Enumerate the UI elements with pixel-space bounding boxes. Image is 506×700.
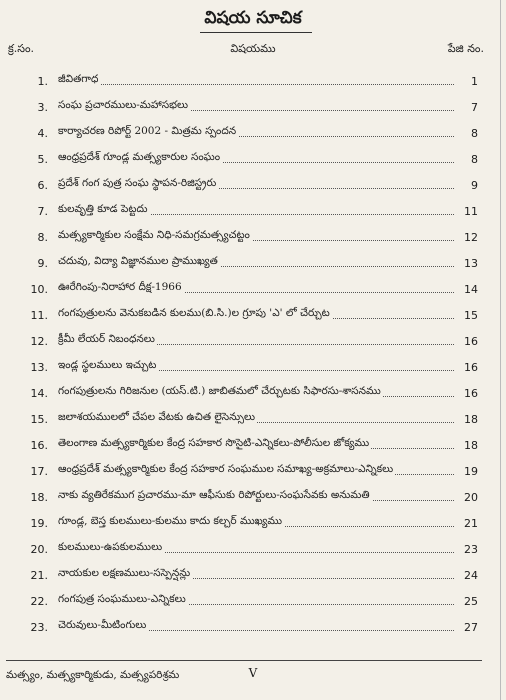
toc-entry-title: కులములు-ఉపకులములు — [58, 541, 164, 556]
toc-entry-title: నాయకుల లక్షణములు-సస్పెన్షన్లు — [58, 567, 192, 582]
toc-entry-page: 1 — [454, 75, 478, 88]
toc-entry-title: మత్స్యకార్మికుల సంక్షేమ నిధి-సమగ్రమత్స్యచట్టం — [58, 229, 252, 244]
dot-leader — [58, 84, 472, 85]
toc-entry-page: 19 — [454, 465, 478, 478]
toc-entry-page: 18 — [454, 439, 478, 452]
toc-entry-number: 22. — [30, 595, 48, 608]
toc-entry — [0, 378, 506, 402]
toc-entry-number: 12. — [30, 335, 48, 348]
toc-entry-page: 9 — [454, 179, 478, 192]
toc-entry-title: కార్యాచరణ రిపోర్ట్ 2002 - మిత్రమ స్పందన — [58, 125, 238, 140]
toc-entry — [0, 222, 506, 246]
toc-entry-page: 20 — [454, 491, 478, 504]
toc-entry-title: నాకు వ్యతిరేకముగ ప్రచారము-మా ఆఫీసుకు రిపోర్టులు-సంఘసేవకు అనుమతి — [58, 489, 372, 504]
column-header-number: క్ర.సం. — [8, 42, 35, 55]
toc-entry-title: కులవృత్తి కూడ పెట్టదు — [58, 203, 150, 218]
toc-entry-number: 14. — [30, 387, 48, 400]
toc-entry-number: 1. — [37, 75, 48, 88]
toc-entry-title: జీవితగాధ — [58, 73, 100, 88]
toc-entry-page: 8 — [454, 153, 478, 166]
toc-entry-number: 3. — [37, 101, 48, 114]
toc-entry-page: 15 — [454, 309, 478, 322]
toc-entry-title: సంఘ ప్రచారములు-మహాసభలు — [58, 99, 190, 114]
toc-entry — [0, 430, 506, 454]
toc-entry-title: గూండ్ల, బెస్త కులములు-కులము కాదు కల్చర్ ముఖ్యము — [58, 515, 284, 530]
toc-entry-number: 23. — [30, 621, 48, 634]
toc-entry-page: 16 — [454, 387, 478, 400]
toc-entry-page: 7 — [454, 101, 478, 114]
toc-entry-title: గంగపుత్ర సంఘములు-ఎన్నికలు — [58, 593, 188, 608]
toc-entry-page: 27 — [454, 621, 478, 634]
toc-entry-title: జలాశయములలో చేపల వేటకు ఉచిత లైసెన్సులు — [58, 411, 257, 426]
toc-entry-page: 21 — [454, 517, 478, 530]
toc-entry — [0, 586, 506, 610]
toc-entry — [0, 508, 506, 532]
toc-entry-page: 11 — [454, 205, 478, 218]
footer-text: మత్స్యం, మత్స్యకార్మికుడు, మత్స్యపరిశ్రమ — [6, 669, 180, 681]
toc-entry-number: 4. — [37, 127, 48, 140]
toc-entry-number: 8. — [37, 231, 48, 244]
toc-entry — [0, 92, 506, 116]
toc-entry-number: 7. — [37, 205, 48, 218]
toc-entry-number: 6. — [37, 179, 48, 192]
toc-entry-title: గంగపుత్రులను వెనుకబడిన కులము(బి.సి.)ల గ్రూపు 'ఎ' లో చేర్చుట — [58, 307, 332, 322]
toc-entry-number: 19. — [30, 517, 48, 530]
toc-entry — [0, 482, 506, 506]
title-underline — [200, 32, 312, 33]
page-number: V — [248, 666, 258, 680]
toc-entry-page: 24 — [454, 569, 478, 582]
toc-entry — [0, 456, 506, 480]
toc-entry-page: 23 — [454, 543, 478, 556]
toc-entry — [0, 326, 506, 350]
toc-entry-number: 20. — [30, 543, 48, 556]
toc-entry-number: 18. — [30, 491, 48, 504]
toc-entry-number: 10. — [30, 283, 48, 296]
toc-entry — [0, 144, 506, 168]
toc-entry-title: ఊరేగింపు-నిరాహార దీక్ష-1966 — [58, 281, 184, 296]
toc-entry — [0, 170, 506, 194]
toc-entry-title: తెలంగాణ మత్స్యకార్మికుల కేంద్ర సహకార సొసైటి-ఎన్నికలు-పోలీసుల జోక్యము — [58, 437, 371, 452]
column-header-subject: విషయము — [230, 42, 276, 55]
toc-entry-number: 15. — [30, 413, 48, 426]
toc-entry — [0, 196, 506, 220]
toc-entry-title: చెరువులు-మీటింగులు — [58, 619, 148, 634]
toc-entry-page: 12 — [454, 231, 478, 244]
toc-entry-page: 8 — [454, 127, 478, 140]
toc-entry — [0, 300, 506, 324]
toc-entry-number: 21. — [30, 569, 48, 582]
toc-entry-title: చదువు, విద్యా విజ్ఞానముల ప్రాముఖ్యత — [58, 255, 220, 270]
toc-entry-page: 13 — [454, 257, 478, 270]
toc-entry-number: 11. — [30, 309, 48, 322]
toc-entry — [0, 248, 506, 272]
toc-entry-page: 14 — [454, 283, 478, 296]
toc-entry — [0, 404, 506, 428]
toc-entry — [0, 612, 506, 636]
column-header-page: పేజి నం. — [447, 42, 484, 55]
toc-entry — [0, 118, 506, 142]
toc-entry-number: 17. — [30, 465, 48, 478]
toc-entry — [0, 560, 506, 584]
toc-entry-page: 16 — [454, 361, 478, 374]
toc-entry-page: 18 — [454, 413, 478, 426]
toc-entry-number: 5. — [37, 153, 48, 166]
footer-rule — [6, 660, 482, 661]
toc-entry — [0, 66, 506, 90]
page-title: విషయ సూచిక — [204, 8, 302, 28]
toc-entry-page: 25 — [454, 595, 478, 608]
toc-entry — [0, 534, 506, 558]
toc-entry-number: 9. — [37, 257, 48, 270]
toc-entry-title: ఇండ్ల స్థలములు ఇచ్చుట — [58, 359, 158, 374]
toc-entry-page: 16 — [454, 335, 478, 348]
toc-entry — [0, 274, 506, 298]
toc-entry-title: క్రీమీ లేయర్ నిబంధనలు — [58, 333, 157, 348]
toc-entry-title: ఆంధ్రప్రదేశ్ గూండ్ల మత్స్యకారుల సంఘం — [58, 151, 222, 166]
toc-entry-number: 13. — [30, 361, 48, 374]
toc-entry-title: గంగపుత్రులను గిరిజనుల (యస్.టి.) జాబితమలో చేర్చుటకు సిఫారసు-శాసనము — [58, 385, 383, 400]
toc-entry — [0, 352, 506, 376]
toc-entry-title: ప్రదేశ్ గంగ పుత్ర సంఘ స్థాపన-రిజిస్ట్రరు — [58, 177, 218, 192]
toc-entry-number: 16. — [30, 439, 48, 452]
toc-entry-title: ఆంధ్రప్రదేశ్ మత్స్యకార్మికుల కేంద్ర సహకార సంఘముల సమాఖ్య-అక్రమాలు-ఎన్నికలు — [58, 463, 395, 478]
